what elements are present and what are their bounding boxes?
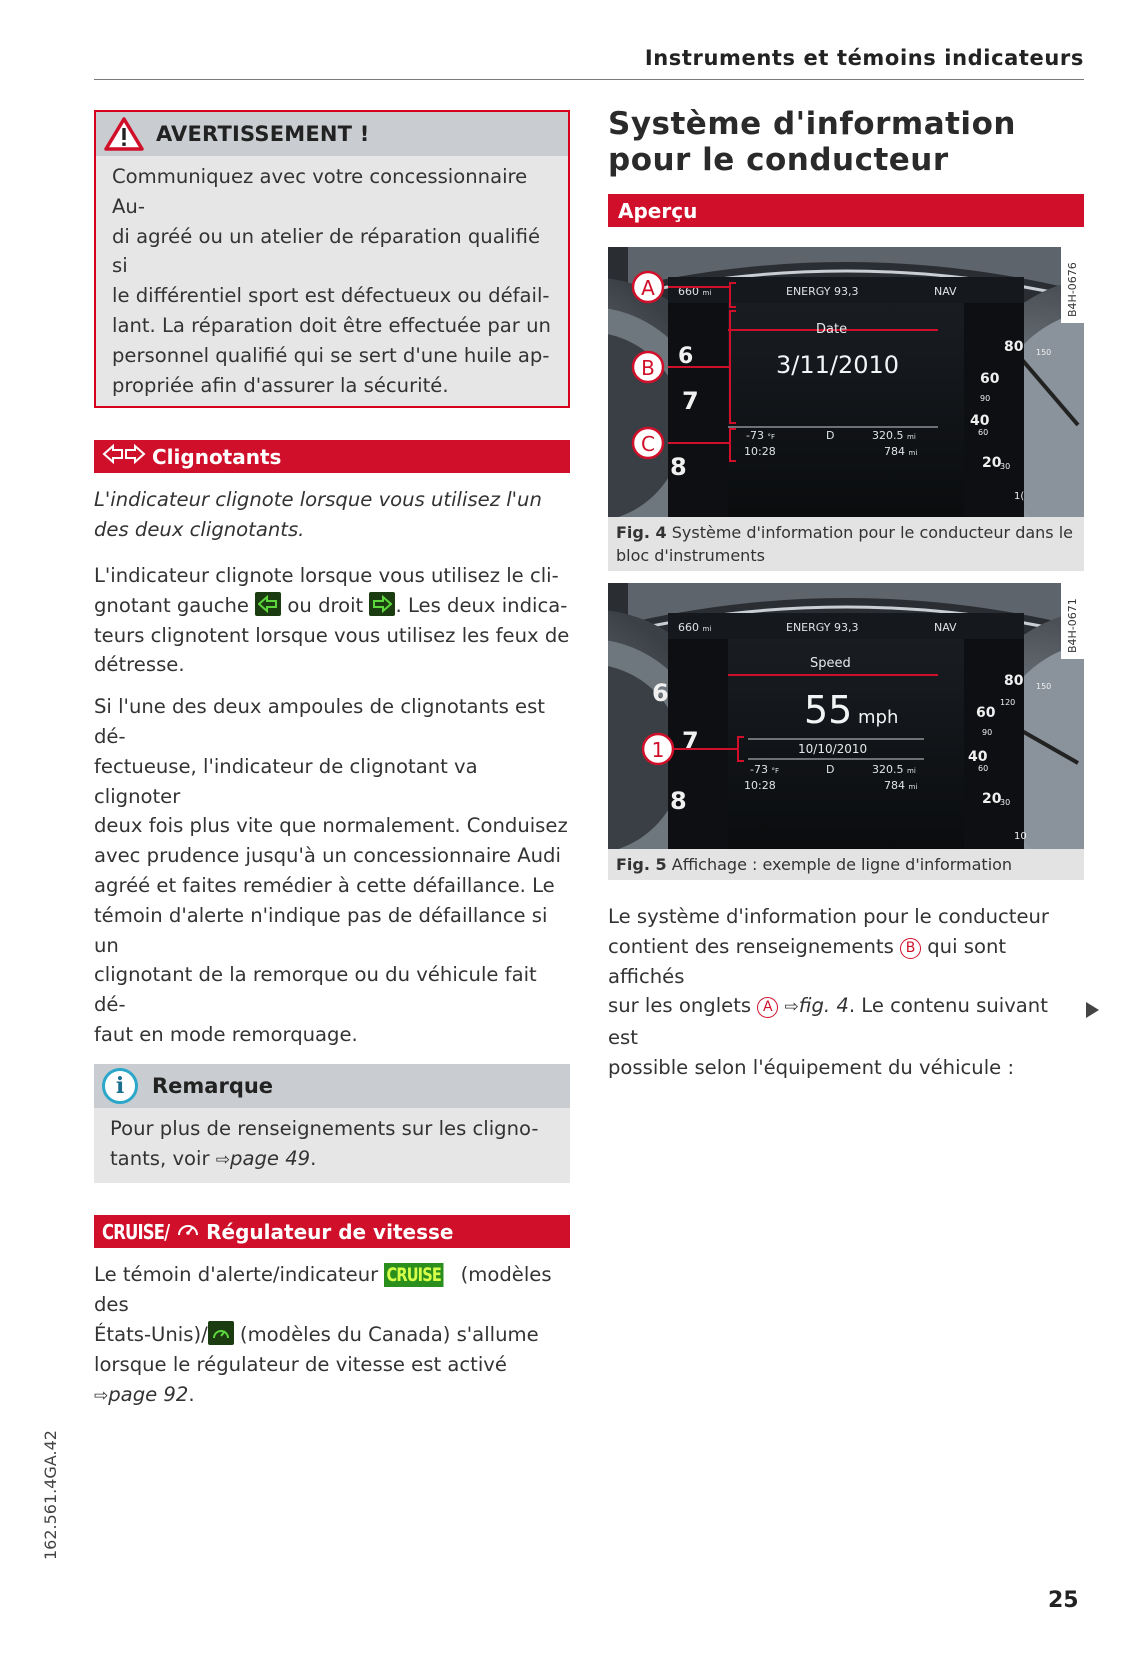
main-unit: mph [858,707,899,728]
svg-text:C: C [641,432,655,456]
reg-text-c: (modèles du Canada) s'allume lorsque le régulateur de vitesse est activé [94,1322,539,1376]
continue-arrow-icon [1086,1002,1099,1018]
outside-temp: -73 °F [746,429,775,442]
note-body [94,1108,570,1184]
section-header-regulateur [94,1215,570,1248]
reg-text-a: Le témoin d'alerte/indicateur [94,1263,385,1287]
cruise-control-icon [176,1219,200,1244]
p1-text-c: . Les deux indica- teurs clignotent lorsque vous utilisez les feux de détresse. [94,593,570,677]
gauge-right-sublabel: 90 [980,394,991,403]
main-value: 3/11/2010 [776,351,900,379]
gauge-right-label: 60 [976,705,996,721]
figure-5-caption [608,849,1084,880]
gauge-right-sublabel: 1( [1014,491,1025,502]
gear: D [826,429,835,442]
gauge-right-label: 40 [970,413,990,429]
svg-text:1: 1 [651,738,665,762]
reg-text-b: (modèles des États-Unis)/ [94,1263,552,1346]
note-header [94,1064,570,1108]
gauge-right-sublabel: 30 [1000,798,1011,807]
page-number: 25 [1048,1588,1079,1613]
regulateur-paragraph [94,1260,570,1411]
nav-label: NAV [934,285,957,298]
ref-arrow-icon: ⇨ [215,1149,231,1170]
p1-text-a: L'indicateur clignote lorsque vous utilisez le cli- gnotant gauche [94,563,559,617]
warning-box [94,110,570,408]
figure-4 [608,247,1084,571]
caption-text: Affichage : exemple de ligne d'information [671,855,1013,874]
figure-5 [608,583,1084,880]
info-icon: i [102,1068,138,1104]
outside-temp: -73 °F [750,763,779,776]
turn-signal-icon [102,443,146,470]
figure-4-caption [608,517,1084,571]
gauge-right-sublabel: 60 [978,764,989,773]
figure-label: Fig. 4 [616,523,667,542]
note-title: Remarque [152,1073,274,1098]
driver-info-intro [608,902,1084,1083]
cruise-canada-indicator-icon [208,1321,234,1345]
gauge-left-label: 6 [678,344,694,369]
gauge-right-label: 20 [982,455,1002,471]
ref-arrow-icon: ⇨ [94,1385,109,1406]
range-readout: 660 mi [678,621,712,634]
gauge-left-label: 7 [682,727,699,755]
callout-c [633,428,663,458]
clock: 10:28 [744,779,776,792]
gauge-right-label: 20 [982,791,1002,807]
gauge-right-label: 80 [1004,673,1024,689]
left-column [94,110,570,1411]
figure-code: B4H-0676 [1066,262,1079,317]
svg-text:A: A [641,276,655,300]
intro-text-c: . Le contenu suivant est possible selon l'équipement du véhicule : [608,994,1048,1079]
gauge-right-label: 80 [1004,339,1024,355]
caption-text: Système d'information pour le conducteur dans le bloc d'instruments [616,523,1074,565]
gauge-right-sublabel: 30 [1000,462,1011,471]
gear: D [826,763,835,776]
ref-arrow-icon: ⇨ [784,997,799,1018]
callout-b-inline: B [900,938,921,959]
radio-station: ENERGY 93,3 [786,621,859,634]
callout-1 [643,734,673,764]
nav-label: NAV [934,621,957,634]
odometer: 784 mi [884,779,918,792]
intro-text-a: Le système d'information pour le conducteur contient des renseignements [608,905,1049,958]
running-header [94,46,1084,80]
figure-code: B4H-0671 [1066,598,1079,653]
page-ref-link[interactable]: page 92 [108,1382,189,1406]
note-box [94,1064,570,1184]
radio-station: ENERGY 93,3 [786,285,859,298]
subsection-header-apercu [608,194,1084,227]
gauge-right-sublabel: 10 [1014,831,1027,842]
trip: 320.5 mi [872,763,916,776]
figure-ref-link[interactable]: fig. 4 [798,994,849,1018]
odometer: 784 mi [884,445,918,458]
figure-5-image [608,583,1084,849]
warning-title: AVERTISSEMENT ! [156,122,370,146]
range-readout: 660 mi [678,285,712,298]
gauge-right-label: 60 [980,371,1000,387]
page-ref-link[interactable]: page 49 [230,1146,311,1170]
callout-b [633,352,663,382]
figure-4-image [608,247,1084,517]
subsection-title: Aperçu [618,198,698,223]
section-title-regulateur: Régulateur de vitesse [206,1219,454,1244]
gauge-left-label: 8 [670,787,687,815]
instrument-cluster-display [608,247,1084,517]
tab-title: Speed [810,656,851,671]
note-text-b: . [310,1146,317,1170]
cruise-title-prefix: CRUISE/ [102,1219,170,1244]
gauge-left-label: 7 [682,387,699,415]
gauge-right-sublabel: 120 [1000,698,1016,707]
main-value: 55 [804,688,853,732]
clignotants-paragraph-1 [94,561,570,680]
gauge-right-sublabel: 150 [1036,682,1052,691]
section-title-clignotants: Clignotants [152,444,282,469]
warning-text: Communiquez avec votre concessionnaire Au- di agréé ou un atelier de réparation qualifié si le différentiel sport est défectueux ou défail- lant. La réparation doit être effectuée par un personnel qualifié qui se sert d'une huile ap- propriée afin d'assurer la sécurité. [112,165,551,397]
warning-header [96,112,568,156]
gauge-left-label: 8 [670,453,687,481]
clignotants-intro: L'indicateur clignote lorsque vous utilisez l'un des deux clignotants. [94,488,542,542]
note-text-a: Pour plus de renseignements sur les cligno- tants, voir [110,1116,539,1170]
gauge-right-sublabel: 60 [978,428,989,437]
right-column [608,106,1084,1083]
callout-a-inline: A [757,997,778,1018]
clignotants-paragraph-2: Si l'une des deux ampoules de clignotants est dé- fectueuse, l'indicateur de clignotant va clignoter deux fois plus vite que normalement. Conduisez avec prudence jusqu'à un concessionnaire Audi agréé et faites remédier à cette défaillance. Le témoin d'alerte n'indique pas de défaillance si un clignotant de la remorque ou du véhicule fait dé- faut en mode remorquage. [94,695,568,1046]
svg-text:B: B [641,356,655,380]
document-code: 162.561.4GA.42 [41,1430,60,1560]
clock: 10:28 [744,445,776,458]
gauge-right-sublabel: 150 [1036,348,1052,357]
section-title: Instruments et témoins indicateurs [644,46,1084,70]
intro-text-b: qui sont affichés sur les onglets [608,934,1007,1018]
callout-a [633,272,663,302]
cruise-indicator-icon: CRUISE [384,1263,443,1287]
gauge-left-label: 6 [652,679,669,707]
page-heading: Système d'information pour le conducteur [608,106,1016,178]
info-line: 10/10/2010 [798,742,868,756]
warning-body [96,156,568,406]
tab-title: Date [816,322,848,337]
reg-text-d: . [188,1382,195,1406]
warning-triangle-icon [104,117,144,151]
gauge-right-sublabel: 90 [982,728,993,737]
section-header-clignotants [94,440,570,473]
gauge-right-label: 40 [968,749,988,765]
figure-label: Fig. 5 [616,855,667,874]
left-turn-indicator-icon [255,592,281,616]
right-turn-indicator-icon [369,592,395,616]
instrument-cluster-display [608,583,1084,849]
p1-text-b: ou droit [281,593,370,617]
trip: 320.5 mi [872,429,916,442]
